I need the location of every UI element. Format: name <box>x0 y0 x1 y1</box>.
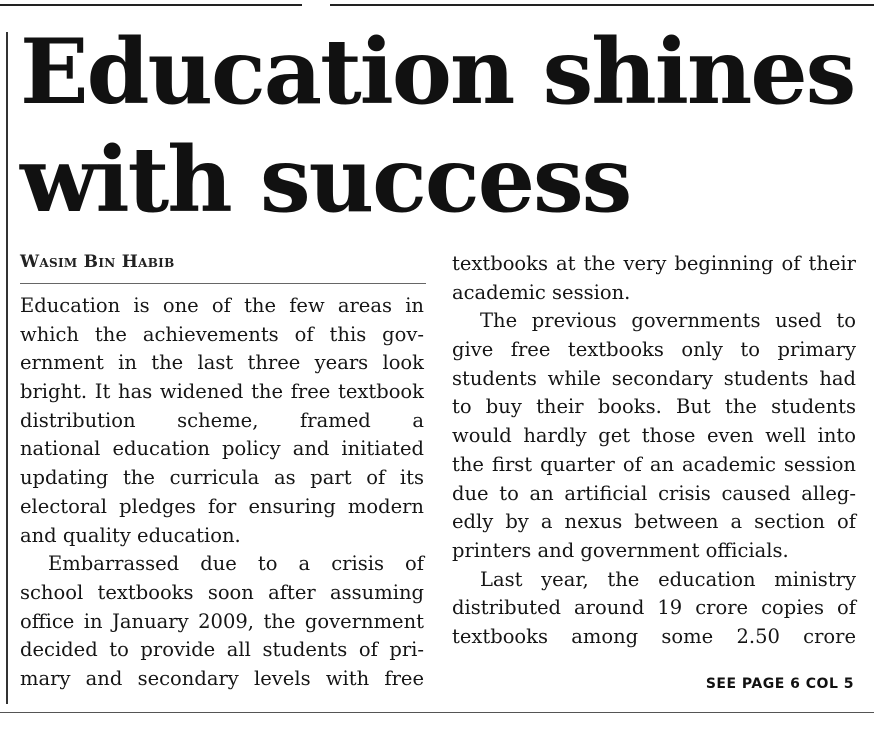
body-line: updating the curricula as part of its <box>20 466 424 490</box>
body-line: give free textbooks only to primary <box>452 338 856 362</box>
body-line: school textbooks soon after assuming <box>20 580 424 604</box>
body-line: Education is one of the few areas in <box>20 294 424 317</box>
body-line: due to an artificial crisis caused alleg- <box>452 481 856 505</box>
body-line: Last year, the education ministry <box>480 567 856 591</box>
headline-line-2: with success <box>20 127 631 233</box>
body-line: students while secondary students had <box>452 366 856 390</box>
bottom-rule <box>0 712 874 713</box>
body-line: national education policy and initiated <box>20 437 424 461</box>
byline: Wasim Bin Habib <box>20 252 175 272</box>
body-line: the first quarter of an academic session <box>452 452 856 476</box>
body-line: edly by a nexus between a section of <box>452 510 856 534</box>
body-line: The previous governments used to <box>480 309 856 333</box>
body-line: distributed around 19 crore copies of <box>452 596 856 620</box>
body-line: office in January 2009, the government <box>20 609 424 633</box>
article-column-right <box>452 250 856 652</box>
top-rule-right <box>330 4 874 6</box>
article-column-left <box>20 292 424 694</box>
body-line: and quality education. <box>20 523 241 547</box>
body-line: Embarrassed due to a crisis of <box>48 552 424 576</box>
top-rule-left <box>0 4 302 6</box>
body-line: textbooks at the very beginning of their <box>452 252 856 275</box>
headline <box>20 18 870 234</box>
jump-line: SEE PAGE 6 COL 5 <box>705 676 854 692</box>
body-line: textbooks among some 2.50 crore <box>452 624 856 648</box>
byline-rule <box>20 283 426 284</box>
body-line: would hardly get those even well into <box>452 424 856 448</box>
body-line: electoral pledges for ensuring modern <box>20 494 424 518</box>
body-line: bright. It has widened the free textbook <box>20 380 424 404</box>
body-line: academic session. <box>452 280 631 304</box>
headline-line-1: Education shines <box>20 19 855 125</box>
left-column-rule <box>6 32 8 704</box>
body-line: mary and secondary levels with free <box>20 666 424 690</box>
body-line: to buy their books. But the students <box>452 395 856 419</box>
body-line: distribution scheme, framed a <box>20 408 424 432</box>
body-line: decided to provide all students of pri- <box>20 638 424 662</box>
body-line: ernment in the last three years look <box>20 351 424 375</box>
body-line: which the achievements of this gov- <box>20 322 424 346</box>
body-line: printers and government officials. <box>452 538 789 562</box>
